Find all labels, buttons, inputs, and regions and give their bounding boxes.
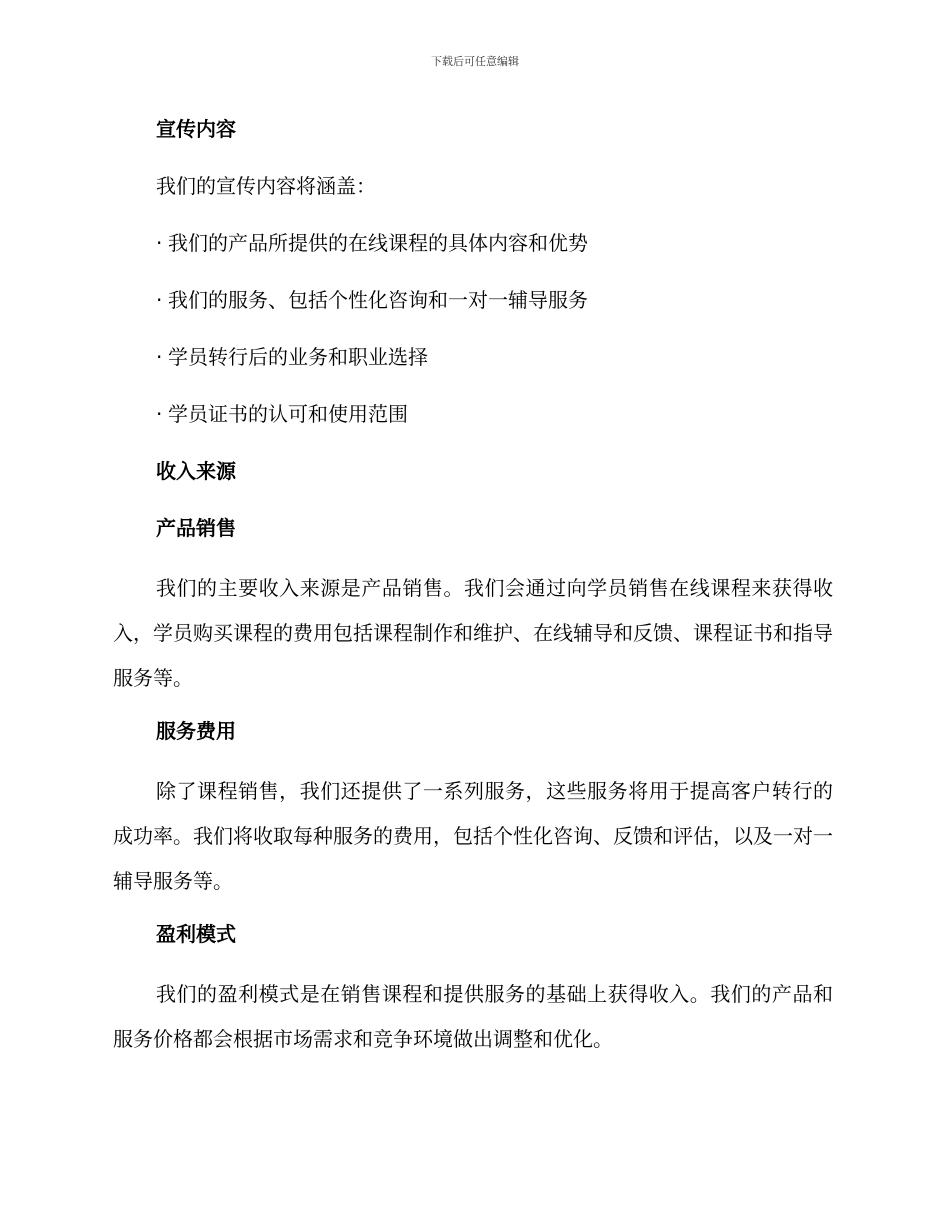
promo-bullet: [113, 281, 833, 319]
service-fees-paragraph: 除了课程销售，我们还提供了一系列服务，这些服务将用于提高客户转行的成功率。我们将收取每种服务的费用，包括个性化咨询、反馈和评估，以及一对一辅导服务等。: [113, 779, 833, 893]
bullet-marker: ·: [156, 288, 163, 312]
product-sales-paragraph: 我们的主要收入来源是产品销售。我们会通过向学员销售在线课程来获得收入，学员购买课程的费用包括课程制作和维护、在线辅导和反馈、课程证书和指导服务等。: [113, 576, 833, 690]
promo-bullet-text: 学员证书的认可和使用范围: [168, 402, 408, 426]
product-sales-heading: 产品销售: [156, 516, 236, 540]
promo-bullet: [113, 395, 833, 433]
promo-bullet: [113, 338, 833, 376]
profit-model-paragraph: 我们的盈利模式是在销售课程和提供服务的基础上获得收入。我们的产品和服务价格都会根据市场需求和竞争环境做出调整和优化。: [113, 982, 833, 1051]
promo-intro: 我们的宣传内容将涵盖：: [156, 174, 376, 198]
promo-heading: 宣传内容: [156, 117, 236, 141]
promo-bullet-text: 我们的服务、包括个性化咨询和一对一辅导服务: [168, 288, 588, 312]
service-fees-heading: 服务费用: [156, 719, 236, 743]
promo-bullet-text: 学员转行后的业务和职业选择: [168, 345, 428, 369]
page-header-note: 下载后可任意编辑: [431, 55, 519, 68]
bullet-marker: ·: [156, 231, 163, 255]
bullet-marker: ·: [156, 402, 163, 426]
profit-model-heading: 盈利模式: [156, 922, 236, 946]
document-body: [113, 110, 833, 1073]
bullet-marker: ·: [156, 345, 163, 369]
promo-bullet-text: 我们的产品所提供的在线课程的具体内容和优势: [168, 231, 588, 255]
promo-bullet: [113, 224, 833, 262]
revenue-heading: 收入来源: [156, 459, 236, 483]
